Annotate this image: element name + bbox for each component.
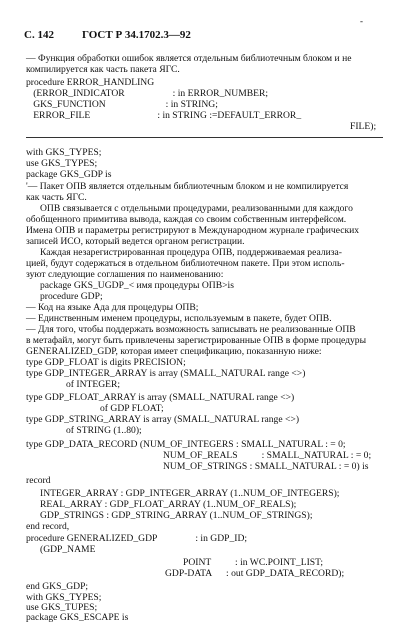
code-line: type GDP_INTEGER_ARRAY is array (SMALL_NATURAL range <>) (26, 368, 306, 379)
code-line: package GKS_ESCAPE is (26, 612, 129, 623)
standard-designation: ГОСТ Р 34.1702.3—92 (82, 29, 191, 41)
text-line: Каждая незарегистрированная процедура ОПВ, поддерживаемая реализа- (40, 247, 342, 258)
code-line: FILE); (350, 121, 377, 132)
page-number: С. 142 (24, 29, 54, 41)
code-line: NUM_OF_STRINGS : SMALL_NATURAL : = 0) is (163, 461, 369, 472)
code-line: (GDP_NAME (40, 544, 96, 555)
text-line: в метафайл, могут быть привлечены зарегистрированные ОПВ в форме процедуры (26, 335, 367, 346)
code-line: package GKS_UGDP_< имя процедуры ОПВ>is (40, 280, 234, 291)
code-line: of INTEGER; (66, 379, 121, 390)
code-line: (ERROR_INDICATOR : in ERROR_NUMBER; (26, 88, 269, 99)
code-line: type GDP_FLOAT is digits PRECISION; (26, 357, 186, 368)
margin-mark: - (360, 16, 363, 26)
code-line: procedure GDP; (40, 291, 103, 302)
text-line: ОПВ связывается с отдельными процедурами, реализованными для каждого (40, 203, 353, 214)
code-line: type GDP_DATA_RECORD (NUM_OF_INTEGERS : SMALL_NATURAL : = 0; (26, 439, 346, 450)
code-line: type GDP_FLOAT_ARRAY is array (SMALL_NATURAL range <>) (26, 392, 295, 403)
code-line: end record, (26, 521, 70, 532)
text-line: — Функция обработки ошибок является отдельным библиотечным блоком и не (26, 53, 352, 64)
separator-rule (26, 137, 383, 138)
text-line: — Для того, чтобы поддержать возможность записывать не реализованные ОПВ (26, 324, 356, 335)
code-line: with GKS_TYPES; (26, 147, 102, 158)
text-line: записей ИСО, который ведется органом регистрации. (26, 236, 245, 247)
code-line: use GKS_TUPES; (26, 602, 98, 613)
code-line: procedure ERROR_HANDLING (26, 77, 155, 88)
text-line: GENERALIZED_GDP, которая имеет спецификацию, показанную ниже: (26, 346, 322, 357)
code-line: of STRING (1..80); (66, 425, 142, 436)
text-line: — Единственным именем процедуры, используемым в пакете, будет ОПВ. (26, 313, 332, 324)
code-line: GDP-DATA : out GDP_DATA_RECORD); (165, 568, 345, 579)
code-line: end GKS_GDP; (26, 581, 89, 592)
code-line: type GDP_STRING_ARRAY is array (SMALL_NATURAL range <>) (26, 414, 300, 425)
code-line: procedure GENERALIZED_GDP : in GDP_ID; (26, 533, 248, 544)
text-line: '— Пакет ОПВ является отдельным библиотечным блоком и не компилируется (26, 181, 349, 192)
code-line: POINT : in WC.POINT_LIST; (183, 557, 324, 568)
code-line: package GKS_GDP is (26, 169, 112, 180)
code-line: NUM_OF_REALS : SMALL_NATURAL : = 0; (163, 450, 372, 461)
code-line: record (26, 475, 51, 486)
code-line: of GDP FLOAT; (100, 403, 164, 414)
code-line: GDP_STRINGS : GDP_STRING_ARRAY (1..NUM_OF_STRINGS); (40, 510, 313, 521)
text-line: цией, будут содержаться в отдельном библиотечном пакете. При этом исполь- (26, 258, 345, 269)
text-line: обобщенного примитива вывода, каждая со своим собственным интерфейсом. (26, 214, 347, 225)
text-line: зуют следующие соглашения по наименованию: (26, 269, 224, 280)
code-line: use GKS_TYPES; (26, 158, 98, 169)
text-line: Имена ОПВ и параметры регистрируют в Международном журнале графических (26, 225, 360, 236)
code-line: REAL_ARRAY : GDP_FLOAT_ARRAY (1..NUM_OF_REALS); (40, 499, 297, 510)
code-line: INTEGER_ARRAY : GDP_INTEGER_ARRAY (1..NUM_OF_INTEGERS); (40, 488, 340, 499)
text-line: — Код на языке Ада для процедуры ОПВ; (26, 302, 199, 313)
text-line: компилируется как часть пакета ЯГС. (26, 64, 180, 75)
code-line: with GKS_TYPES; (26, 592, 102, 603)
code-line: GKS_FUNCTION : in STRING; (26, 99, 218, 110)
code-line: ERROR_FILE : in STRING :=DEFAULT_ERROR_ (26, 110, 302, 121)
text-line: как часть ЯГС. (26, 192, 87, 203)
